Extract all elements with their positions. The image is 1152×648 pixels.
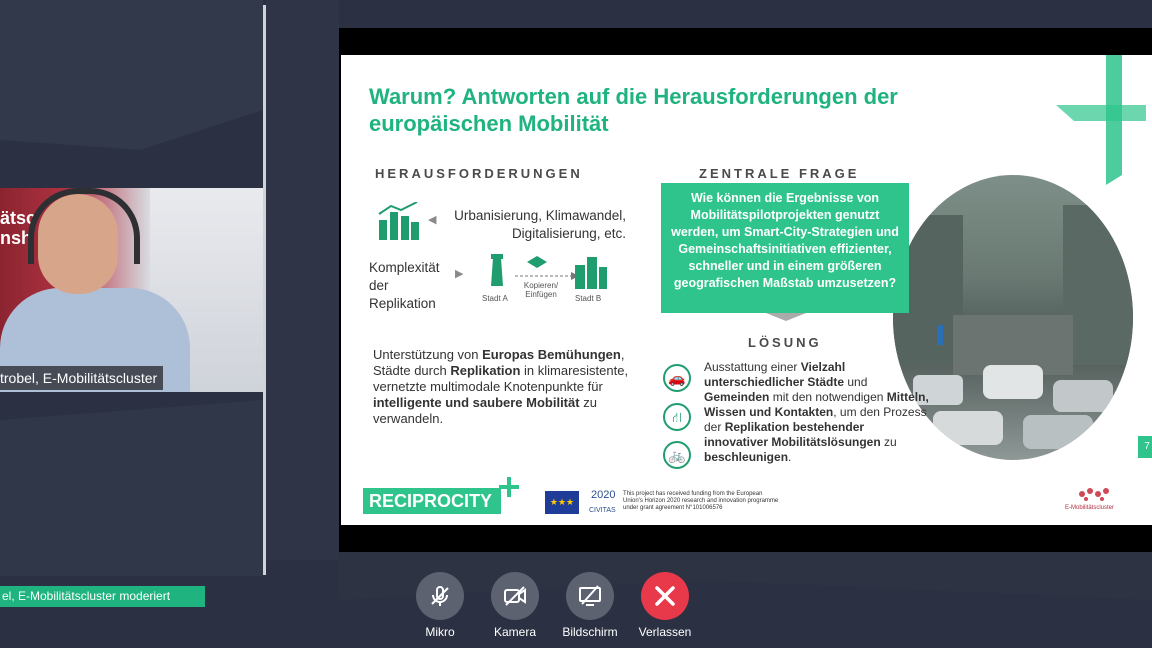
screen-share-label: Bildschirm [562, 625, 618, 639]
plus-decoration-icon [1056, 55, 1146, 185]
solution-heading: LÖSUNG [748, 335, 822, 350]
close-icon [654, 585, 676, 607]
support-text: , Städte durch [373, 347, 625, 378]
reciprocity-logo: RECIPROCITY [363, 488, 501, 514]
panel-divider[interactable] [263, 5, 266, 575]
city-b-icon [575, 255, 609, 289]
central-question-box: Wie können die Ergebnisse von Mobilitätspilotprojekten genutzt werden, um Smart-City-Strategien und Gemeinschaftsinitiativen effizienter, schneller und in einem größeren geografischen Maßstab umzusetzen? [661, 183, 909, 313]
leave-label: Verlassen [638, 625, 692, 639]
challenges-heading: HERAUSFORDERUNGEN [375, 166, 583, 181]
participant-name-tag: trobel, E-Mobilitätscluster [0, 366, 163, 390]
solution-text: Ausstattung einer [704, 360, 801, 374]
solution-bold: Mitteln, Wissen und Kontakten [704, 390, 929, 419]
cluster-dots-icon [1076, 485, 1112, 503]
city-a-label: Stadt A [482, 294, 508, 303]
microphone-toggle-button[interactable] [416, 572, 464, 620]
solution-text: und [844, 375, 868, 389]
camera-off-icon [503, 584, 527, 608]
road-icon: ⛙ [663, 403, 691, 431]
support-paragraph [373, 347, 631, 427]
civitas-logo: CIVITAS [589, 507, 616, 514]
solution-text: zu [880, 435, 897, 449]
arrow-left-icon: ◀ [428, 214, 437, 226]
solution-bold: beschleunigen [704, 450, 789, 464]
support-text: in klimaresistente, vernetzte multimodale Knotenpunkte für [373, 363, 629, 394]
car-icon: 🚗 [663, 364, 691, 392]
traffic-photo [893, 175, 1133, 460]
slide-page-number: 7 [1138, 436, 1152, 458]
leave-button[interactable] [641, 572, 689, 620]
mic-off-icon [428, 584, 452, 608]
support-bold: intelligente und saubere Mobilität [373, 395, 580, 410]
slide-title: Warum? Antworten auf die Herausforderungen der europäischen Mobilität [369, 84, 898, 136]
solution-text: , um den Prozess der [704, 405, 927, 434]
traffic-photo-illustration [893, 175, 1133, 460]
question-pointer [766, 313, 806, 323]
solution-bold: Gemeinden [704, 390, 770, 404]
screen-share-button[interactable] [566, 572, 614, 620]
support-text: Unterstützung von [373, 347, 483, 362]
eu-flag-icon: ★★★ [545, 491, 579, 514]
arrow-right-icon: ▶ [455, 268, 464, 280]
screen-share-icon [578, 584, 602, 608]
copy-paste-label: Kopieren/ Einfügen [523, 281, 559, 299]
support-bold: Replikation [450, 363, 521, 378]
challenge-1-text: Urbanisierung, Klimawandel, Digitalisierung, etc. [454, 208, 626, 241]
headset-icon [28, 188, 140, 264]
microphone-label: Mikro [425, 625, 455, 639]
e-mobility-cluster-logo: E-Mobilitätscluster [1065, 505, 1115, 511]
city-growth-icon [377, 202, 421, 242]
civitas-year: 2020 [591, 489, 616, 501]
video-background-sign: ätsc nsh [0, 208, 37, 248]
solution-bold: Vielzahl unterschiedlicher Städte [704, 360, 846, 389]
challenge-2-text: Komplexität der Replikation [369, 260, 440, 311]
moderator-status-banner: el, E-Mobilitätscluster moderiert [0, 586, 205, 607]
solution-paragraph [704, 360, 929, 465]
logo-plus-icon [499, 477, 519, 497]
copy-paste-icon [511, 254, 581, 280]
camera-label: Kamera [493, 625, 537, 639]
support-text: zu verwandeln. [373, 395, 597, 426]
solution-text: mit den notwendigen [769, 390, 887, 404]
solution-bold: Replikation bestehender innovativer Mobilitätslösungen [704, 420, 881, 449]
presentation-slide [341, 55, 1152, 525]
city-b-label: Stadt B [575, 294, 602, 303]
lighthouse-icon [485, 254, 509, 288]
funding-statement: This project has received funding from the European Union's Horizon 2020 research and innovation programme under grant agreement N°101006576 [623, 491, 779, 511]
bicycle-icon: 🚲 [663, 441, 691, 469]
camera-toggle-button[interactable] [491, 572, 539, 620]
support-bold: Europas Bemühungen [482, 347, 621, 362]
participant-video[interactable] [0, 188, 263, 392]
solution-text: . [788, 450, 792, 464]
central-question-heading: ZENTRALE FRAGE [699, 166, 860, 181]
